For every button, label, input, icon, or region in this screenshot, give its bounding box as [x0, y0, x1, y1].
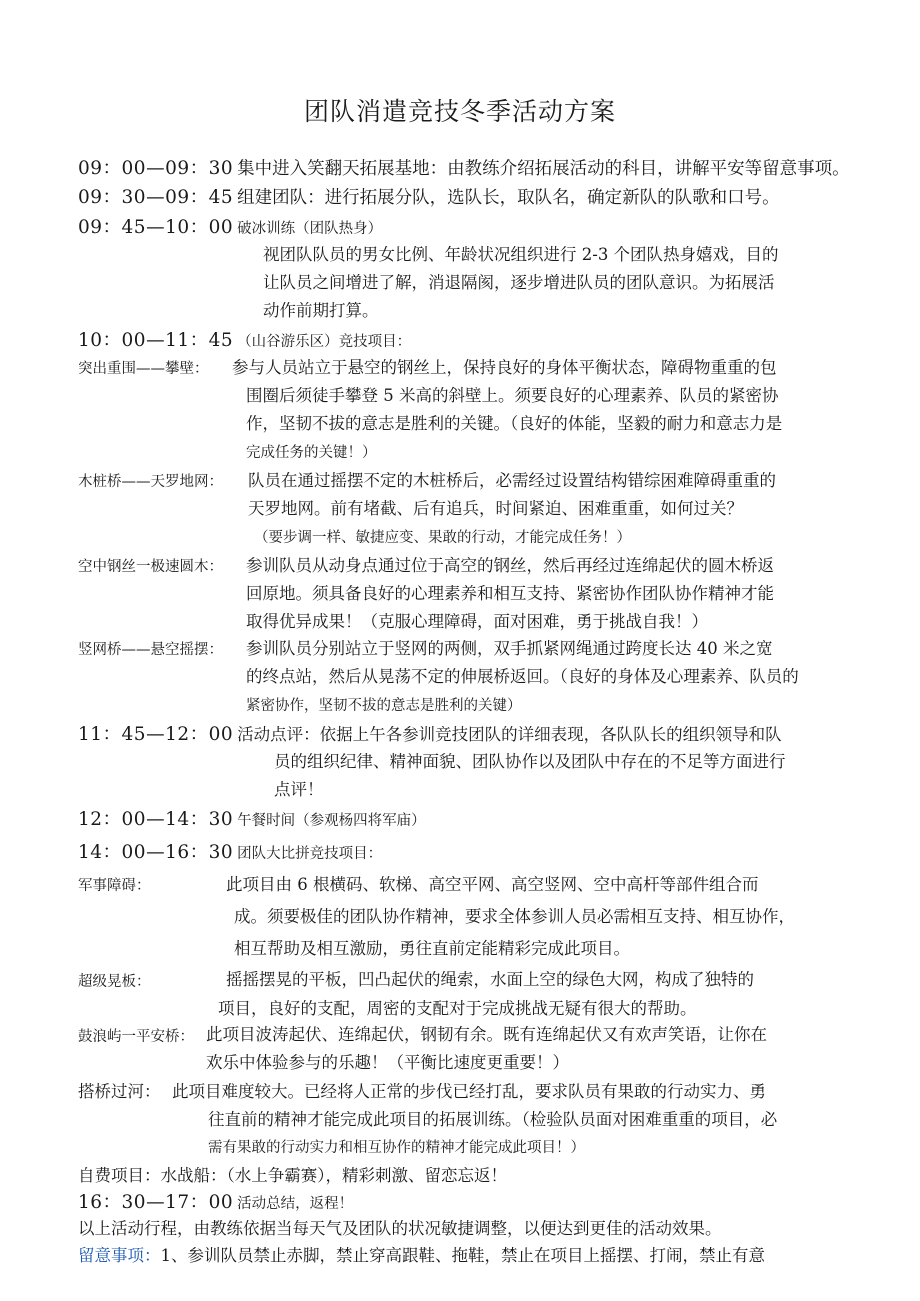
schedule-desc-line: 动作前期打算。	[263, 301, 379, 320]
project-label: 木桩桥——天罗地网：	[78, 474, 223, 490]
project-desc-line: 回原地。须具备良好的心理素养和相互支持、紧密协作团队协作精神才能	[246, 584, 774, 603]
schedule-time: 16：30—17：00	[78, 1192, 234, 1213]
schedule-row	[78, 326, 411, 352]
schedule-text: 组建团队：进行拓展分队，选队长，取队名，确定新队的队歌和口号。	[237, 188, 780, 208]
project-desc-line: 项目，良好的支配，周密的支配对于完成挑战无疑有很大的帮助。	[218, 999, 697, 1018]
schedule-time: 09：30—09：45	[78, 187, 234, 208]
schedule-text: 团队大比拼竞技项目：	[237, 846, 383, 862]
schedule-time: 09：45—10：00	[78, 217, 234, 238]
project-desc-line: 参训队员从动身点通过位于高空的钢丝，然后再经过连绵起伏的圆木桥返	[246, 556, 774, 575]
schedule-desc-line: 视团队队员的男女比例、年龄状况组织进行 2-3 个团队热身嬉戏，目的	[263, 245, 779, 264]
schedule-desc-line: 员的组织纪律、精神面貌、团队协作以及团队中存在的不足等方面进行	[274, 752, 786, 771]
schedule-time: 14：00—16：30	[78, 842, 234, 863]
project-label: 军事障碍：	[78, 878, 151, 894]
project-label: 突出重围——攀壁：	[78, 361, 209, 377]
project-desc-line: 需有果敢的行动实力和相互协作的精神才能完成此项目！）	[208, 1140, 585, 1156]
schedule-row	[78, 1188, 353, 1214]
project-desc-line: 成。须要极佳的团队协作精神，要求全体参训人员必需相互支持、相互协作，	[234, 907, 795, 926]
project-desc-line: 参训队员分别站立于竖网的两侧，双手抓紧网绳通过跨度长达 40 米之宽	[246, 639, 773, 658]
project-desc-line: 的终点站，然后从晃荡不定的伸展桥返回。（良好的身体及心理素养、队员的	[246, 667, 799, 686]
project-desc-line: 相互帮助及相互激励，勇往直前定能精彩完成此项目。	[234, 939, 630, 958]
schedule-time: 11：45—12：00	[78, 724, 234, 745]
schedule-row	[78, 183, 780, 209]
self-paid-line: 自费项目：水战船：（水上争霸赛），精彩刺激、留恋忘返！	[78, 1166, 507, 1185]
note-line: 以上活动行程，由教练依据当每天气及团队的状况敏捷调整，以便达到更佳的活动效果。	[78, 1219, 722, 1238]
schedule-text: 活动点评：依据上午各参训竞技团队的详细表现，各队队长的组织领导和队	[237, 725, 782, 744]
schedule-desc-line: 让队员之间增进了解，消退隔阂，逐步增进队员的团队意识。为拓展活	[263, 273, 775, 292]
project-label: 鼓浪屿一平安桥：	[78, 1029, 194, 1045]
schedule-text: （山谷游乐区）竞技项目：	[237, 334, 412, 350]
project-desc-line: 欢乐中体验参与的乐趣！（平衡比速度更重要！）	[206, 1053, 569, 1072]
schedule-row	[78, 720, 782, 746]
attention-text: 1、参训队员禁止赤脚，禁止穿高跟鞋、拖鞋，禁止在项目上摇摆、打闹，禁止有意	[160, 1246, 765, 1265]
project-desc-line: 往直前的精神才能完成此项目的拓展训练。（检验队员面对困难重重的项目，必	[208, 1110, 778, 1129]
project-desc-line: 完成任务的关键！）	[246, 445, 377, 461]
project-desc-line: 摇摇摆晃的平板，凹凸起伏的绳索，水面上空的绿色大网，构成了独特的	[226, 970, 754, 989]
project-label: 竖网桥——悬空摇摆：	[78, 642, 223, 658]
project-desc-line: （要步调一样、敏捷应变、果敢的行动，才能完成任务！）	[254, 530, 631, 546]
schedule-time: 10：00—11：45	[78, 330, 234, 351]
schedule-text: 活动总结，返程！	[237, 1196, 354, 1212]
project-label: 超级晃板：	[78, 974, 151, 990]
project-label: 搭桥过河：	[78, 1082, 161, 1101]
schedule-text: 午餐时间（参观杨四将军庙）	[237, 813, 426, 829]
project-desc-line: 此项目由 6 根横码、软梯、高空平网、高空竖网、空中高杆等部件组合而	[226, 875, 759, 894]
attention-label: 留意事项：	[78, 1246, 161, 1265]
project-label: 空中钢丝一极速圆木：	[78, 559, 223, 575]
project-desc-line: 此项目难度较大。已经将人正常的步伐已经打乱，要求队员有果敢的行动实力、勇	[172, 1082, 766, 1101]
schedule-row	[78, 805, 426, 831]
project-desc-line: 作，坚韧不拔的意志是胜利的关键。（良好的体能，坚毅的耐力和意志力是	[246, 414, 783, 433]
schedule-time: 12：00—14：30	[78, 809, 234, 830]
schedule-row	[78, 213, 382, 239]
project-desc-line: 天罗地网。前有堵截、后有追兵，时间紧迫、困难重重，如何过关？	[248, 499, 743, 518]
project-desc-line: 取得优异成果！（克服心理障碍，面对困难，勇于挑战自我！）	[246, 612, 708, 631]
schedule-desc-line: 点评！	[274, 780, 324, 799]
project-desc-line: 围圈后须徒手攀登 5 米高的斜壁上。须要良好的心理素养、队员的紧密协	[246, 386, 779, 405]
schedule-text: 破冰训练（团队热身）	[237, 221, 383, 237]
project-desc-line: 队员在通过摇摆不定的木桩桥后，必需经过设置结构错综困难障碍重重的	[248, 471, 776, 490]
attention-line	[78, 1242, 765, 1266]
schedule-text: 集中进入笑翻天拓展基地：由教练介绍拓展活动的科目，讲解平安等留意事项。	[237, 159, 850, 179]
document-title: 团队消遣竞技冬季活动方案	[303, 97, 616, 126]
schedule-time: 09：00—09：30	[78, 158, 234, 179]
project-desc-line: 参与人员站立于悬空的钢丝上，保持良好的身体平衡状态，障碍物重重的包	[232, 358, 777, 377]
project-desc-line: 此项目波涛起伏、连绵起伏，钢韧有余。既有连绵起伏又有欢声笑语，让你在	[206, 1025, 767, 1044]
project-desc-line: 紧密协作，坚韧不拔的意志是胜利的关键）	[246, 698, 522, 714]
schedule-row	[78, 838, 382, 864]
schedule-row	[78, 154, 850, 180]
